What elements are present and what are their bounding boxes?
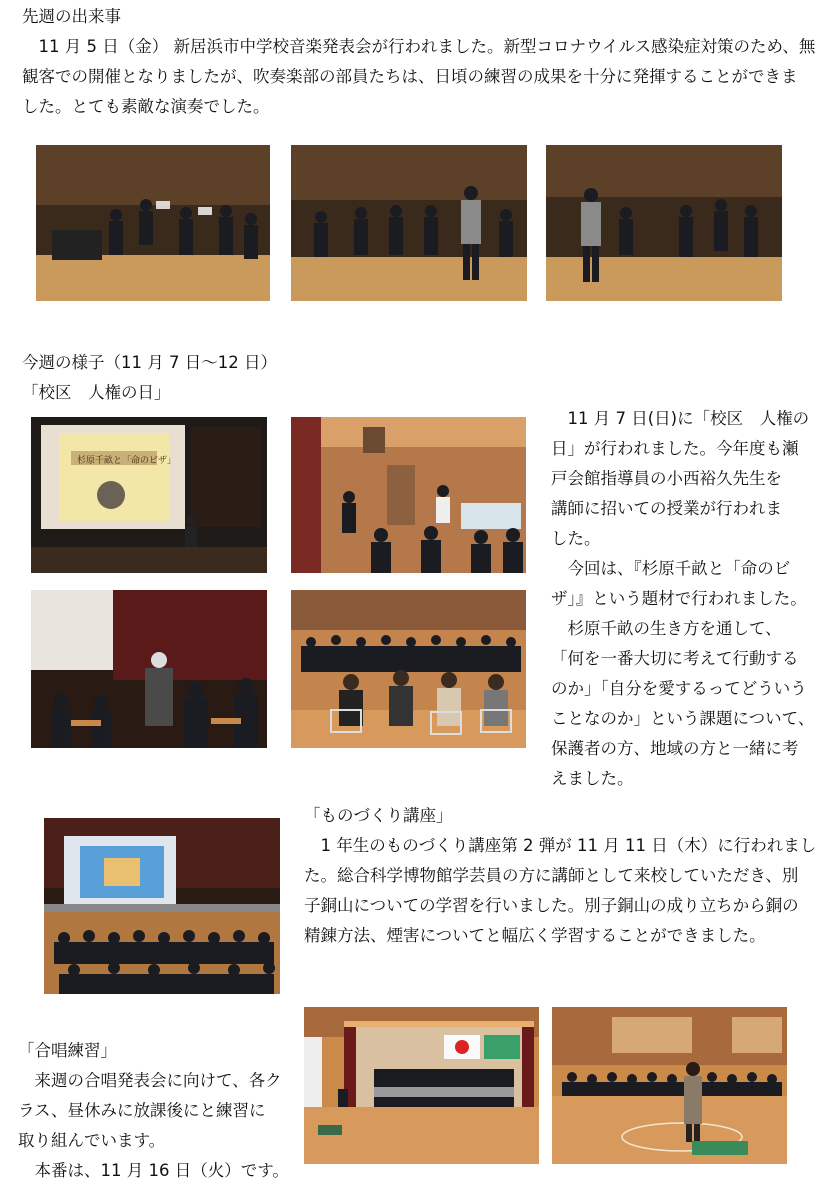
subsection-title-choir: 「合唱練習」 xyxy=(18,1041,117,1060)
paragraph-line: 講師に招いての授業が行われま xyxy=(551,499,782,518)
concert-photo-3 xyxy=(546,145,782,301)
paragraph-line: 11 月 5 日（金） 新居浜市中学校音楽発表会が行われました。新型コロナウイルス感染症対策のため、無 xyxy=(22,37,816,56)
paragraph-line: 日」が行われました。今年度も瀬 xyxy=(551,439,799,458)
paragraph-line: 11 月 7 日(日)に「校区 人権の xyxy=(551,409,810,428)
paragraph-line: のか」「自分を愛するってどういう xyxy=(551,679,807,698)
section-heading-last-week: 先週の出来事 xyxy=(22,7,121,26)
paragraph-line: 「何を一番大切に考えて行動する xyxy=(551,649,799,668)
paragraph-line: ザ」』という題材で行われました。 xyxy=(551,589,807,608)
paragraph-line: 精錬方法、煙害についてと幅広く学習することができました。 xyxy=(304,926,766,945)
slide-title: 杉原千畝と「命のビザ」 xyxy=(77,456,177,466)
subsection-title-monozukuri: 「ものづくり講座」 xyxy=(304,806,453,825)
section-heading-this-week: 今週の様子（11 月 7 日～12 日） xyxy=(22,353,277,372)
paragraph-line: ことなのか」という課題について、 xyxy=(551,709,815,728)
human-rights-photo-4 xyxy=(291,590,526,748)
paragraph-line: 保護者の方、地域の方と一緒に考 xyxy=(551,739,799,758)
monozukuri-photo xyxy=(44,818,280,994)
monozukuri-paragraph xyxy=(304,831,817,951)
human-rights-photo-3 xyxy=(31,590,267,748)
human-rights-paragraph xyxy=(551,404,816,794)
paragraph-line: えました。 xyxy=(551,769,634,788)
paragraph-line: ラス、昼休みに放課後にと練習に xyxy=(18,1101,266,1120)
paragraph-line: た。総合科学博物館学芸員の方に講師として来校していただき、別 xyxy=(304,866,799,885)
paragraph-line: した。 xyxy=(551,529,601,548)
paragraph-line: 子銅山についての学習を行いました。別子銅山の成り立ちから銅の xyxy=(304,896,799,915)
paragraph-line: 取り組んでいます。 xyxy=(18,1131,166,1150)
paragraph-line: 観客での開催となりましたが、吹奏楽部の部員たちは、日頃の練習の成果を十分に発揮することができま xyxy=(22,67,798,86)
human-rights-photo-1 xyxy=(31,417,267,573)
paragraph-line: 今回は、『杉原千畝と「命のビ xyxy=(551,559,791,578)
choir-photo-1 xyxy=(304,1007,539,1164)
paragraph-line: 本番は、11 月 16 日（火）です。 xyxy=(18,1161,289,1180)
paragraph-line: した。とても素敵な演奏でした。 xyxy=(22,97,270,116)
subsection-title-human-rights: 「校区 人権の日」 xyxy=(22,383,171,402)
choir-paragraph xyxy=(18,1066,288,1186)
choir-photo-2 xyxy=(552,1007,787,1164)
human-rights-photo-2 xyxy=(291,417,526,573)
last-week-paragraph xyxy=(22,32,816,122)
paragraph-line: 1 年生のものづくり講座第 2 弾が 11 月 11 日（木）に行われまし xyxy=(304,836,817,855)
concert-photo-1 xyxy=(36,145,270,301)
paragraph-line: 戸会館指導員の小西裕久先生を xyxy=(551,469,782,488)
concert-photo-2 xyxy=(291,145,527,301)
paragraph-line: 来週の合唱発表会に向けて、各ク xyxy=(18,1071,282,1090)
paragraph-line: 杉原千畝の生き方を通して、 xyxy=(551,619,782,638)
